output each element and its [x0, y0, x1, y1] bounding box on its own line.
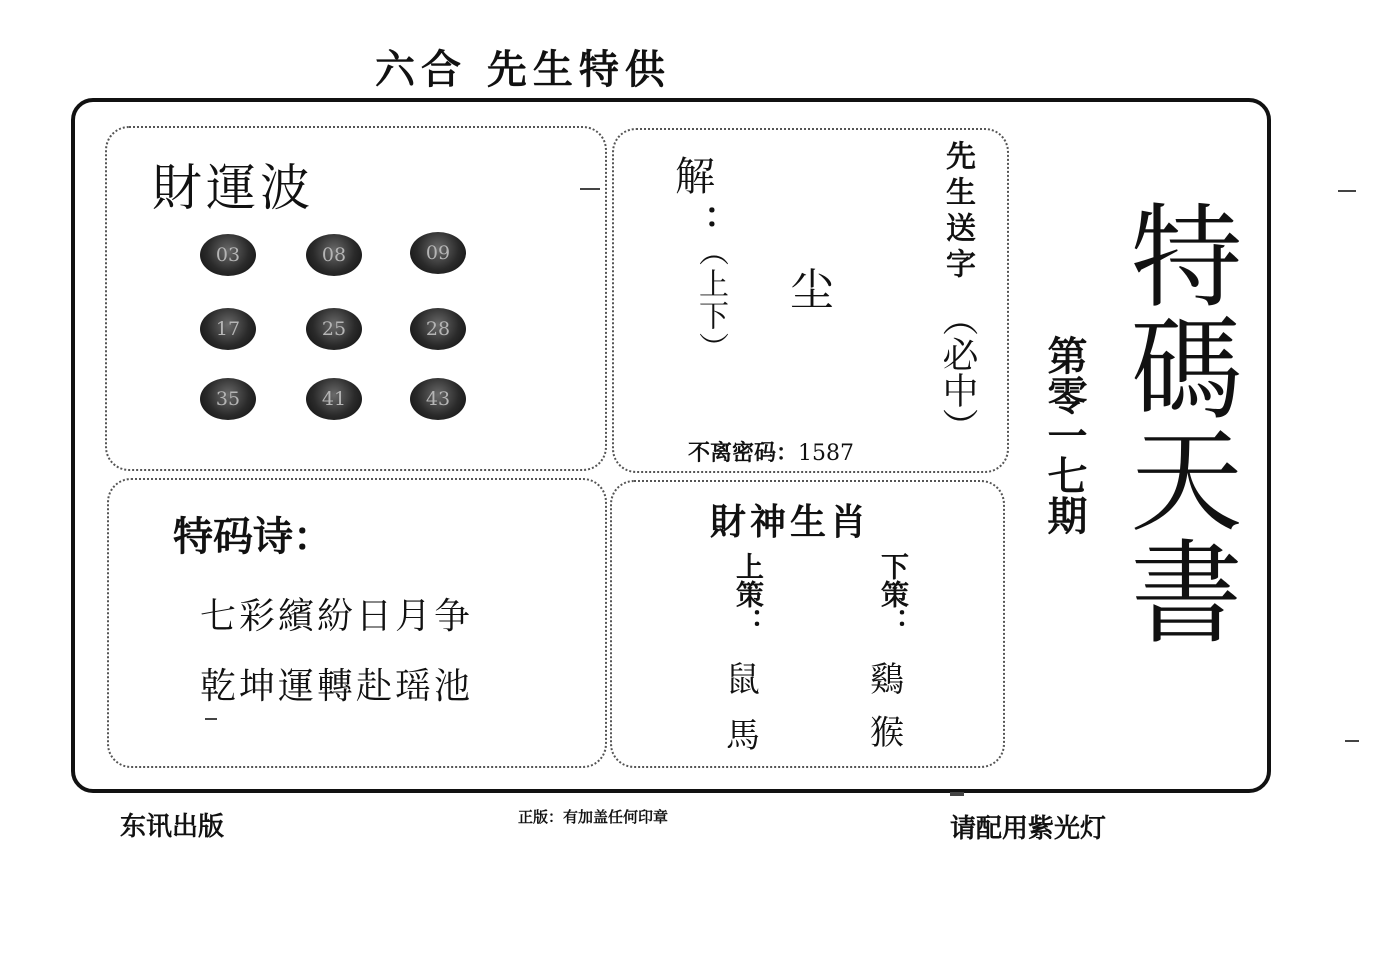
hint-position: （上下）: [693, 236, 728, 364]
wave-title: 財運波: [152, 159, 314, 217]
wave-number-ball: 09: [410, 232, 466, 274]
poem-line: 七彩繽紛日月争: [200, 596, 474, 637]
scan-speck: [580, 188, 600, 190]
lower-animal: 鷄: [870, 660, 904, 700]
wave-number-ball: 28: [410, 308, 466, 350]
poem-line: 乾坤運轉赴瑶池: [200, 666, 474, 707]
scan-speck: [1338, 190, 1356, 192]
wave-number-ball: 03: [200, 234, 256, 276]
lower-animal: 猴: [870, 713, 904, 753]
secret-code-label: 不离密码：: [688, 441, 799, 466]
lower-strategy-label: 下策：: [877, 552, 910, 636]
authenticity-notice: 正版：有加盖任何印章: [518, 808, 669, 826]
secret-code-value: 1587: [798, 441, 855, 466]
issue-number: 第零一七期: [1041, 335, 1087, 535]
wave-number-ball: 35: [200, 378, 256, 420]
wave-number-ball: 25: [306, 308, 362, 350]
upper-strategy-label: 上策：: [732, 552, 765, 636]
wave-number-ball: 41: [306, 378, 362, 420]
wave-number-ball: 43: [410, 378, 466, 420]
lamp-notice: 请配用紫光灯: [950, 814, 1107, 844]
scan-speck: [950, 792, 964, 796]
upper-animal: 馬: [726, 716, 760, 756]
hint-label: 解: [675, 154, 715, 200]
wave-number-ball: 17: [200, 308, 256, 350]
hint-colon: ：: [704, 196, 738, 236]
header-title: 六合 先生特供: [375, 47, 671, 93]
wave-number-ball: 08: [306, 234, 362, 276]
secret-code-row: [688, 436, 854, 467]
poem-title: 特码诗：: [173, 514, 333, 560]
zodiac-title: 財神生肖: [710, 502, 871, 543]
hint-character: 尘: [790, 265, 834, 316]
main-title: 特碼天書: [1112, 198, 1242, 646]
publisher-label: 东讯出版: [120, 812, 225, 842]
guarantee-label: （必中）: [937, 300, 978, 444]
upper-animal: 鼠: [726, 660, 760, 700]
master-send-label: 先生送字: [940, 140, 975, 284]
scan-speck: [1345, 740, 1359, 742]
scan-speck: [205, 718, 217, 720]
